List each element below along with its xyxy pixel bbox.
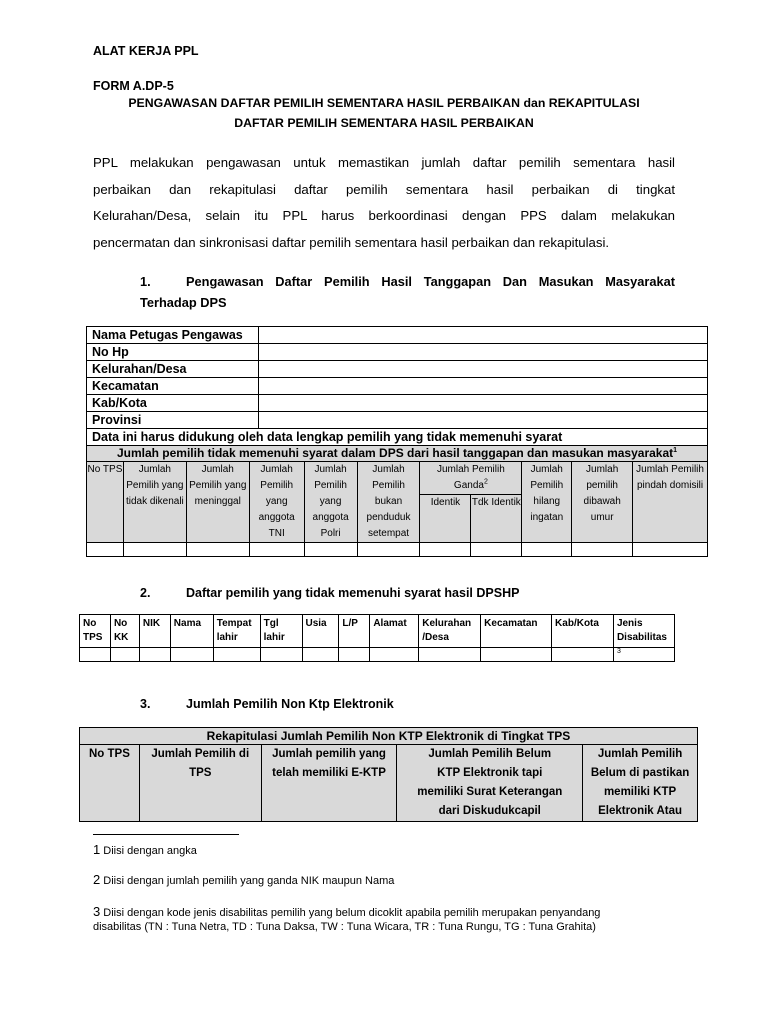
col-header: Jumlah Pemilih Belum KTP Elektronik tapi memiliki Surat Keterangan dari Diskudukcapil: [397, 745, 583, 822]
section1-title: Pengawasan Daftar Pemilih Hasil Tanggapan Dan Masukan Masyarakat: [186, 274, 675, 289]
field-value[interactable]: [258, 412, 707, 429]
footnote-1: [93, 842, 197, 857]
col-header: Jumlah pemilih yang telah memiliki E-KTP: [261, 745, 397, 822]
table-cell[interactable]: [304, 543, 357, 557]
intro-paragraph: [93, 150, 675, 256]
footnote-number: 3: [93, 904, 101, 919]
field-value[interactable]: [258, 378, 707, 395]
table-cell[interactable]: [357, 543, 420, 557]
table-row: [87, 344, 708, 361]
col-header-text: Jumlah Pemilih Ganda: [436, 464, 505, 491]
table-row: [80, 728, 698, 745]
footnote-3: [93, 904, 600, 919]
col-header: [420, 462, 522, 495]
col-header: Usia: [302, 615, 339, 648]
section3-title: Jumlah Pemilih Non Ktp Elektronik: [186, 697, 394, 711]
col-header: Jumlah pemilih dibawah umur: [572, 462, 633, 543]
col-header: Nama: [170, 615, 213, 648]
count-table-title-text: Jumlah pemilih tidak memenuhi syarat dalam DPS dari hasil tanggapan dan masukan masyarakat: [116, 446, 674, 460]
col-header: Jumlah Pemilih yang meninggal: [186, 462, 249, 543]
form-code: FORM A.DP-5: [93, 79, 174, 93]
col-header: No TPS: [80, 745, 140, 822]
intro-line: perbaikan dan rekapitulasi daftar pemilih sementara hasil perbaikan di tingkat: [93, 181, 675, 197]
table-row: [80, 648, 675, 662]
footnote-separator: [93, 834, 239, 835]
section3-number: 3.: [140, 697, 151, 711]
table-cell[interactable]: [552, 648, 614, 662]
table-cell[interactable]: [370, 648, 419, 662]
footnote-ref: 3: [613, 648, 674, 662]
col-header: Jumlah Pemilih pindah domisili: [633, 462, 708, 543]
col-header: Tgl lahir: [260, 615, 302, 648]
page-title: PENGAWASAN DAFTAR PEMILIH SEMENTARA HASIL PERBAIKAN dan REKAPITULASI: [128, 96, 640, 110]
section2-title: Daftar pemilih yang tidak memenuhi syarat hasil DPSHP: [186, 586, 520, 600]
col-header: Identik: [420, 495, 471, 543]
table-cell[interactable]: [170, 648, 213, 662]
count-table-title: [87, 446, 708, 462]
col-header: Kecamatan: [481, 615, 552, 648]
col-header: Jumlah Pemilih yang anggota TNI: [249, 462, 304, 543]
non-ktp-table-title: Rekapitulasi Jumlah Pemilih Non KTP Elektronik di Tingkat TPS: [80, 728, 698, 745]
table-row: [87, 429, 708, 446]
table-cell[interactable]: [139, 648, 170, 662]
table-cell[interactable]: [419, 648, 481, 662]
col-header: Jumlah Pemilih hilang ingatan: [522, 462, 572, 543]
table-row: [87, 462, 708, 495]
count-table: [86, 445, 708, 557]
field-value[interactable]: [258, 344, 707, 361]
field-label: Kecamatan: [87, 378, 259, 395]
non-ktp-table: [79, 727, 698, 822]
col-header: Jenis Disabilitas: [613, 615, 674, 648]
table-row: [80, 745, 698, 822]
col-header: Jumlah Pemilih yang tidak dikenali: [123, 462, 186, 543]
footnote-text: Diisi dengan angka: [103, 845, 197, 857]
page-subtitle: DAFTAR PEMILIH SEMENTARA HASIL PERBAIKAN: [234, 116, 534, 130]
table-row: [87, 412, 708, 429]
col-header: Tdk Identik: [471, 495, 522, 543]
table-row: [87, 395, 708, 412]
table-cell[interactable]: [213, 648, 260, 662]
table-row: [87, 543, 708, 557]
col-header: No TPS: [80, 615, 111, 648]
col-header: No KK: [110, 615, 139, 648]
table-cell[interactable]: [260, 648, 302, 662]
header-line: ALAT KERJA PPL: [93, 44, 199, 58]
col-header: No TPS: [87, 462, 124, 543]
table-cell[interactable]: [633, 543, 708, 557]
identity-table: [86, 326, 708, 446]
col-header: Tempat lahir: [213, 615, 260, 648]
field-value[interactable]: [258, 395, 707, 412]
footnote-3-cont: disabilitas (TN : Tuna Netra, TD : Tuna Daksa, TW : Tuna Wicara, TR : Tuna Rungu, TG : Tuna Grahita): [93, 921, 596, 933]
table-row: [87, 327, 708, 344]
table-cell[interactable]: [123, 543, 186, 557]
footnote-ref: 1: [673, 447, 678, 454]
section1-number: 1.: [140, 274, 151, 289]
table-row: [80, 615, 675, 648]
col-header: Jumlah Pemilih Belum di pastikan memiliki KTP Elektronik Atau: [583, 745, 698, 822]
table-row: [87, 378, 708, 395]
col-header: Alamat: [370, 615, 419, 648]
footnote-ref: 2: [483, 478, 488, 486]
dpshp-table: [79, 614, 675, 662]
table-row: [87, 361, 708, 378]
intro-line: Kelurahan/Desa, selain itu PPL harus berkoordinasi dengan PPS dalam melakukan: [93, 208, 675, 223]
table-cell[interactable]: [186, 543, 249, 557]
field-label: Nama Petugas Pengawas: [87, 327, 259, 344]
field-value[interactable]: [258, 361, 707, 378]
table-cell[interactable]: [420, 543, 471, 557]
footnote-2: [93, 872, 394, 887]
table-cell[interactable]: [110, 648, 139, 662]
col-header: NIK: [139, 615, 170, 648]
field-label: Kelurahan/Desa: [87, 361, 259, 378]
table-cell[interactable]: [522, 543, 572, 557]
col-header: Jumlah Pemilih bukan penduduk setempat: [357, 462, 420, 543]
col-header: Jumlah Pemilih di TPS: [139, 745, 261, 822]
field-label: Kab/Kota: [87, 395, 259, 412]
col-header: Kab/Kota: [552, 615, 614, 648]
table-cell[interactable]: [80, 648, 111, 662]
table-cell[interactable]: [481, 648, 552, 662]
footnote-text: Diisi dengan jumlah pemilih yang ganda NIK maupun Nama: [103, 875, 395, 887]
field-value[interactable]: [258, 327, 707, 344]
table-cell[interactable]: [302, 648, 339, 662]
table-cell[interactable]: [471, 543, 522, 557]
section1-title-cont: Terhadap DPS: [140, 295, 227, 310]
footnote-number: 1: [93, 842, 101, 857]
table-cell[interactable]: [87, 543, 124, 557]
footnote-number: 2: [93, 872, 101, 887]
table-cell[interactable]: [339, 648, 370, 662]
data-note: Data ini harus didukung oleh data lengkap pemilih yang tidak memenuhi syarat: [87, 429, 708, 446]
intro-line: pencermatan dan sinkronisasi daftar pemilih sementara hasil perbaikan dan rekapitulasi.: [93, 234, 610, 250]
footnote-text: Diisi dengan kode jenis disabilitas pemilih yang belum dicoklit apabila pemilih merupakan penyandang: [103, 907, 601, 919]
col-header: Jumlah Pemilih yang anggota Polri: [304, 462, 357, 543]
intro-line: PPL melakukan pengawasan untuk memastikan jumlah daftar pemilih sementara hasil: [93, 155, 675, 170]
table-row: [87, 446, 708, 462]
col-header: Kelurahan /Desa: [419, 615, 481, 648]
col-header: L/P: [339, 615, 370, 648]
field-label: No Hp: [87, 344, 259, 361]
field-label: Provinsi: [87, 412, 259, 429]
table-cell[interactable]: [572, 543, 633, 557]
table-cell[interactable]: [249, 543, 304, 557]
section2-number: 2.: [140, 586, 151, 600]
